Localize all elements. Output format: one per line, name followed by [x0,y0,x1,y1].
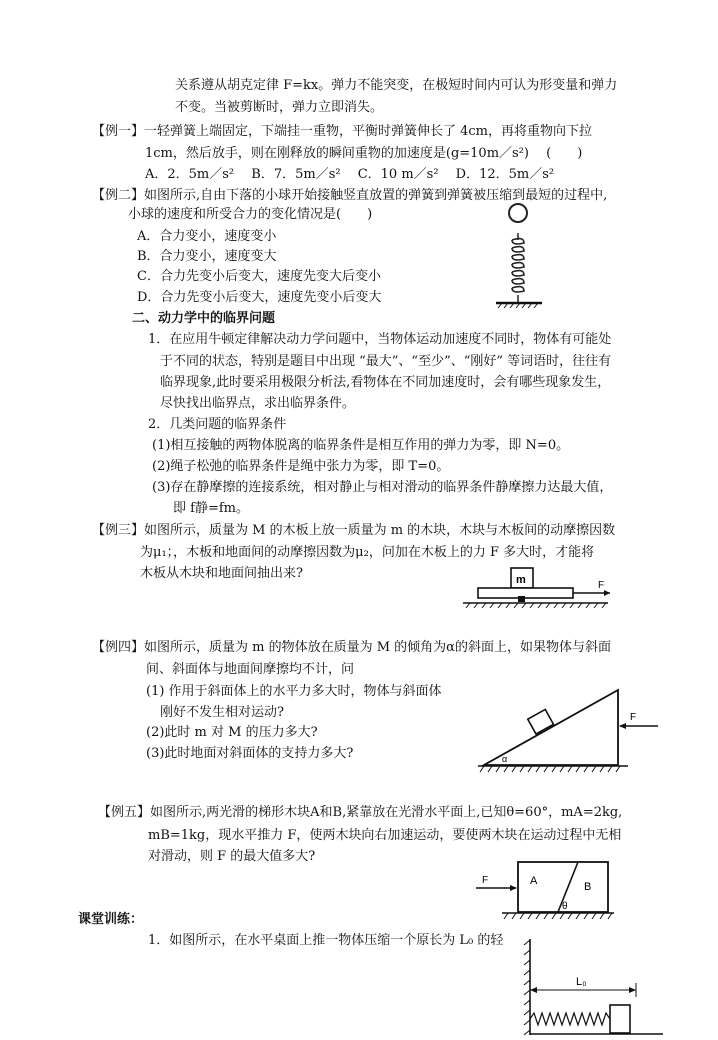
condition-3-line-1: (3)存在静摩擦的连接系统，相对静止与相对滑动的临界条件静摩擦力达最大值， [152,480,613,495]
ex2-option-a: A．合力变小，速度变小 [137,229,277,244]
section-2-p1-line-3: 临界现象,此时要采用极限分析法,看物体在不同加速度时，会有哪些现象发生， [160,375,611,390]
intro-line-2: 不变。当被剪断时，弹力立即消失。 [175,100,384,115]
force-label: F [482,875,489,886]
ex1-options: A．2．5m／s² B．7．5m／s² C．10 m／s² D．12．5m／s² [145,167,555,182]
pushed-block [610,1005,630,1033]
ex3-line-3: 木板从木块和地面间抽出来? [140,566,303,581]
ex4-q1-line-2: 刚好不发生相对运动? [160,705,284,720]
condition-2: (2)绳子松弛的临界条件是绳中张力为零，即 T=0。 [152,459,450,474]
training-title: 课堂训练： [78,912,144,927]
block-a-label: A [530,875,538,887]
section-2-p1-line-1: 1．在应用牛顿定律解决动力学问题中，当物体运动加速度不同时，物体有可能处 [148,332,612,347]
ex2-option-b: B．合力变小，速度变大 [137,249,277,264]
board-M [478,588,573,598]
ex4-q2: (2)此时 m 对 M 的压力多大? [146,725,318,740]
section-2-p2-title: 2．几类问题的临界条件 [148,417,287,432]
spring-ball-figure [490,200,560,310]
board-block-figure [458,560,628,612]
ex3-line-2: 为μ₁；，木板和地面间的动摩擦因数为μ₂，问加在木板上的力 F 多大时，才能将 [140,545,595,560]
ball-icon [509,204,527,222]
block-m-label: m [516,574,526,586]
ex5-line-3: 对滑动，则 F 的最大值多大? [148,849,316,864]
ex1-line-1: 【例一】一轻弹簧上端固定，下端挂一重物，平衡时弹簧伸长了 4cm，再将重物向下拉 [92,124,593,139]
condition-1: (1)相互接触的两物体脱离的临界条件是相互作用的弹力为零，即 N=0。 [152,438,570,453]
spring-icon [512,239,524,292]
ex5-line-1: 【例五】如图所示,两光滑的梯形木块A和B,紧靠放在光滑水平面上,已知θ=60°，mA=2kg, [98,805,623,820]
intro-line-1: 关系遵从胡克定律 F=kx。弹力不能突变，在极短时间内可认为形变量和弹力 [175,78,618,93]
ex5-line-2: mB=1kg，现水平推力 F，使两木块向右加速运动，要使两木块在运动过程中无相 [148,828,622,843]
ex3-line-1: 【例三】如图所示，质量为 M 的木板上放一质量为 m 的木块，木块与木板间的动摩擦因数 [92,523,616,538]
angle-label: θ [562,901,568,912]
condition-3-line-2: 即 f静=fm。 [173,501,249,516]
force-label: F [630,712,637,723]
section-2-p1-line-4: 尽快找出临界点，求出临界条件。 [160,396,356,411]
ex4-q3: (3)此时地面对斜面体的支持力多大? [146,746,354,761]
ex4-line-2: 间、斜面体与地面间摩擦均不计，问 [146,662,355,677]
ex2-option-d: D．合力先变小后变大，速度先变小后变大 [137,290,382,305]
ex1-line-2: 1cm，然后放手，则在刚释放的瞬间重物的加速度是(g=10m／s²) ( ) [145,146,583,161]
spring-wall-figure [518,935,668,1037]
section-2-p1-line-2: 于不同的状态，特别是题目中出现 “最大”、“至少”、“刚好” 等词语时，往往有 [160,354,612,369]
training-q1: 1．如图所示，在水平桌面上推一物体压缩一个原长为 L₀ 的轻 [148,933,504,948]
incline-figure [478,680,663,780]
force-label: F [598,580,605,591]
ex4-q1-line-1: (1) 作用于斜面体上的水平力多大时，物体与斜面体 [146,684,442,699]
ex2-line-1: 【例二】如图所示,自由下落的小球开始接触竖直放置的弹簧到弹簧被压缩到最短的过程中, [92,188,608,203]
trapezoid-blocks-figure [472,858,622,922]
angle-label: α [502,754,508,764]
block-b-label: B [584,881,592,893]
ex4-line-1: 【例四】如图所示，质量为 m 的物体放在质量为 M 的倾角为α的斜面上，如果物体与斜面 [92,640,611,655]
spring-icon [530,1013,610,1025]
length-label: L₀ [576,976,587,988]
ex2-option-c: C．合力先变小后变大，速度先变大后变小 [137,269,381,284]
section-2-title: 二、动力学中的临界问题 [132,311,276,326]
ex2-line-2: 小球的速度和所受合力的变化情况是( ) [128,207,373,222]
